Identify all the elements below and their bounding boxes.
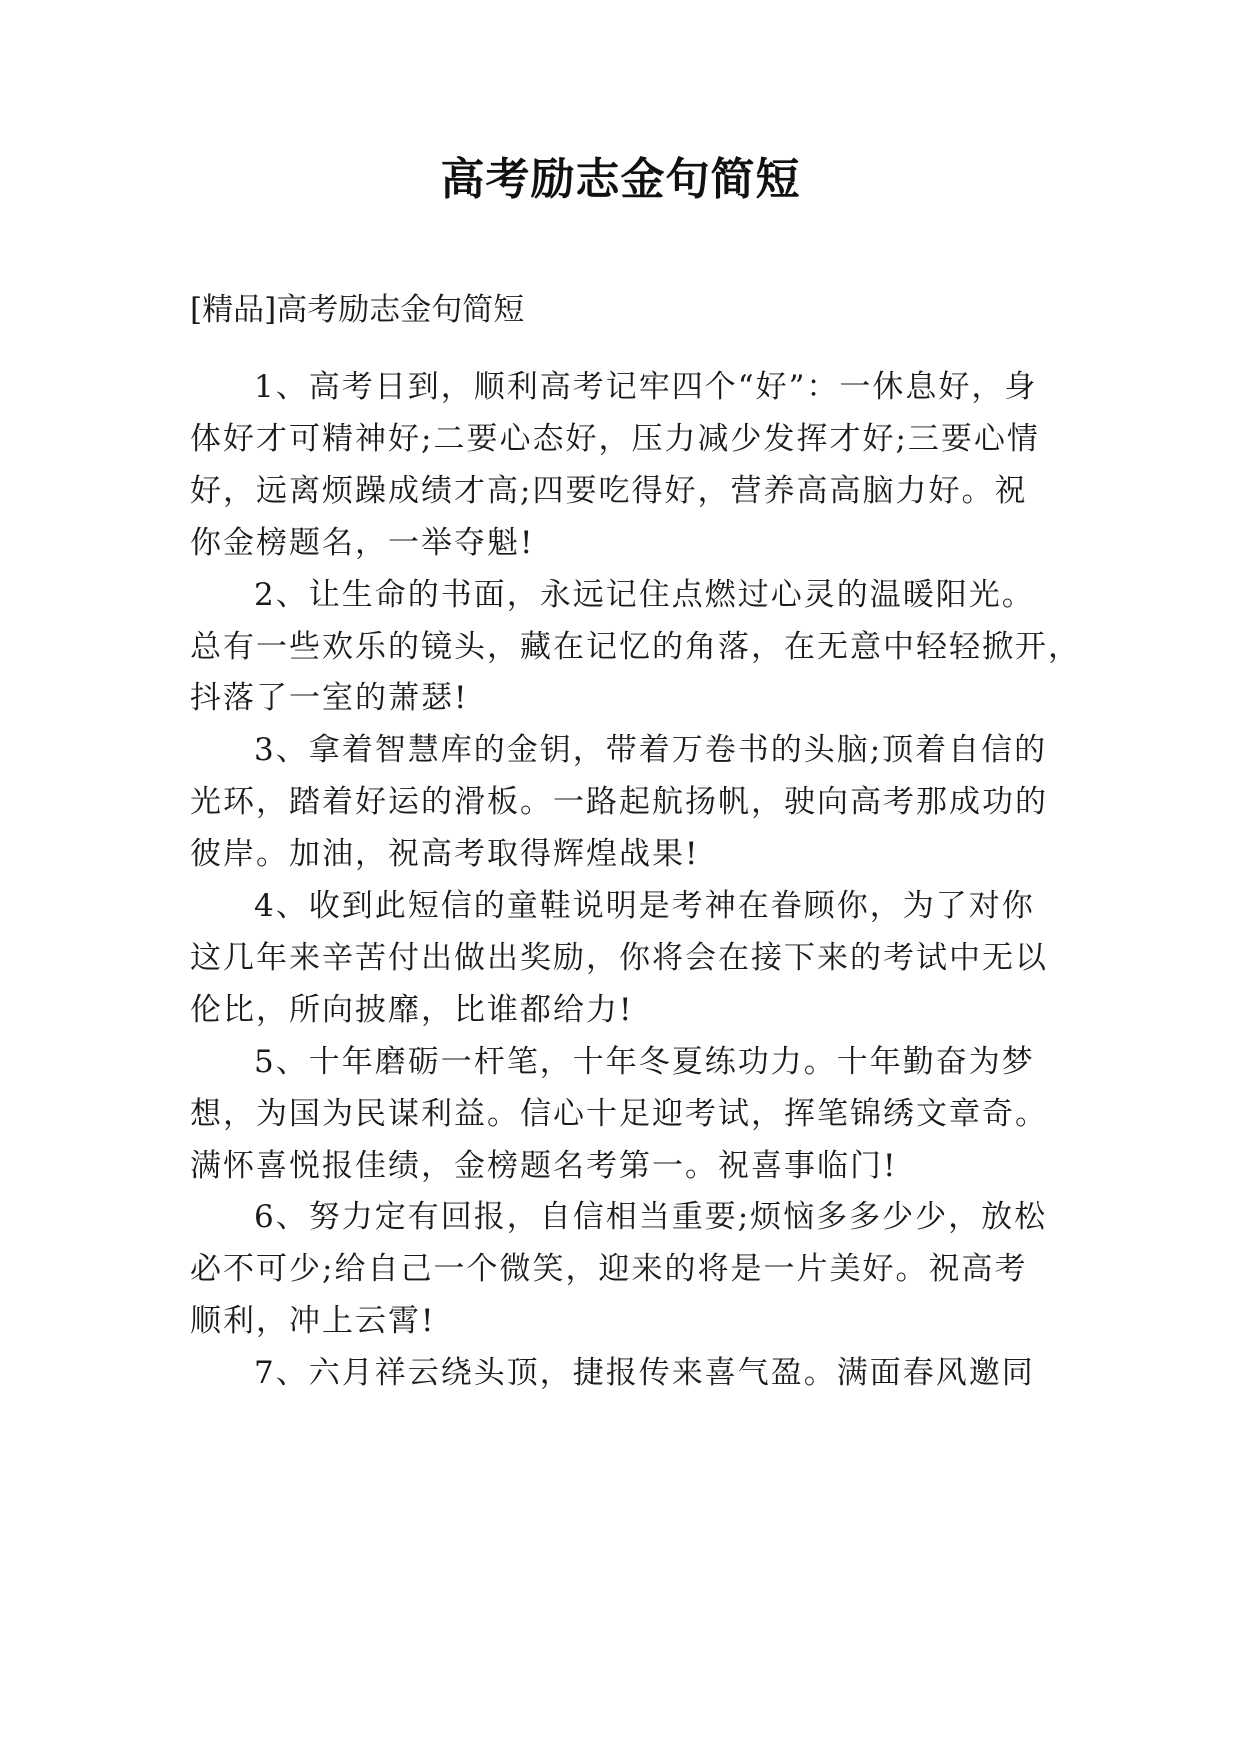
- document-title: 高考励志金句简短: [440, 154, 801, 205]
- paragraph-first-line: 2、让生命的书面，永远记住点燃过心灵的温暖阳光。: [254, 577, 1035, 613]
- document-subtitle: [精品]高考励志金句简短: [190, 292, 525, 328]
- paragraph-first-line: 4、收到此短信的童鞋说明是考神在眷顾你，为了对你: [254, 888, 1035, 924]
- paragraph-line: 必不可少;给自己一个微笑，迎来的将是一片美好。祝高考: [190, 1251, 1028, 1287]
- paragraph-first-line: 6、努力定有回报，自信相当重要;烦恼多多少少，放松: [254, 1199, 1048, 1235]
- paragraph-line: 好，远离烦躁成绩才高;四要吃得好，营养高高脑力好。祝: [190, 473, 1028, 509]
- paragraph-line: 彼岸。加油，祝高考取得辉煌战果!: [190, 836, 700, 872]
- paragraph-line: 满怀喜悦报佳绩，金榜题名考第一。祝喜事临门!: [190, 1148, 898, 1184]
- paragraph-first-line: 1、高考日到，顺利高考记牢四个“好”：一休息好，身: [254, 369, 1038, 405]
- paragraph-first-line: 3、拿着智慧库的金钥，带着万卷书的头脑;顶着自信的: [254, 732, 1048, 768]
- paragraph-line: 顺利，冲上云霄!: [190, 1303, 436, 1339]
- paragraph-first-line: 7、六月祥云绕头顶，捷报传来喜气盈。满面春风邀同: [254, 1355, 1035, 1391]
- paragraph-first-line: 5、十年磨砺一杆笔，十年冬夏练功力。十年勤奋为梦: [254, 1044, 1035, 1080]
- paragraph-line: 总有一些欢乐的镜头，藏在记忆的角落，在无意中轻轻掀开，: [190, 629, 1081, 665]
- paragraph-line: 体好才可精神好;二要心态好，压力减少发挥才好;三要心情: [190, 421, 1040, 457]
- paragraph-line: 你金榜题名，一举夺魁!: [190, 525, 535, 561]
- paragraph-line: 伦比，所向披靡，比谁都给力!: [190, 992, 634, 1028]
- paragraph-line: 想，为国为民谋利益。信心十足迎考试，挥笔锦绣文章奇。: [190, 1096, 1048, 1132]
- paragraph-line: 抖落了一室的萧瑟!: [190, 680, 469, 716]
- paragraph-line: 光环，踏着好运的滑板。一路起航扬帆，驶向高考那成功的: [190, 784, 1048, 820]
- paragraph-line: 这几年来辛苦付出做出奖励，你将会在接下来的考试中无以: [190, 940, 1048, 976]
